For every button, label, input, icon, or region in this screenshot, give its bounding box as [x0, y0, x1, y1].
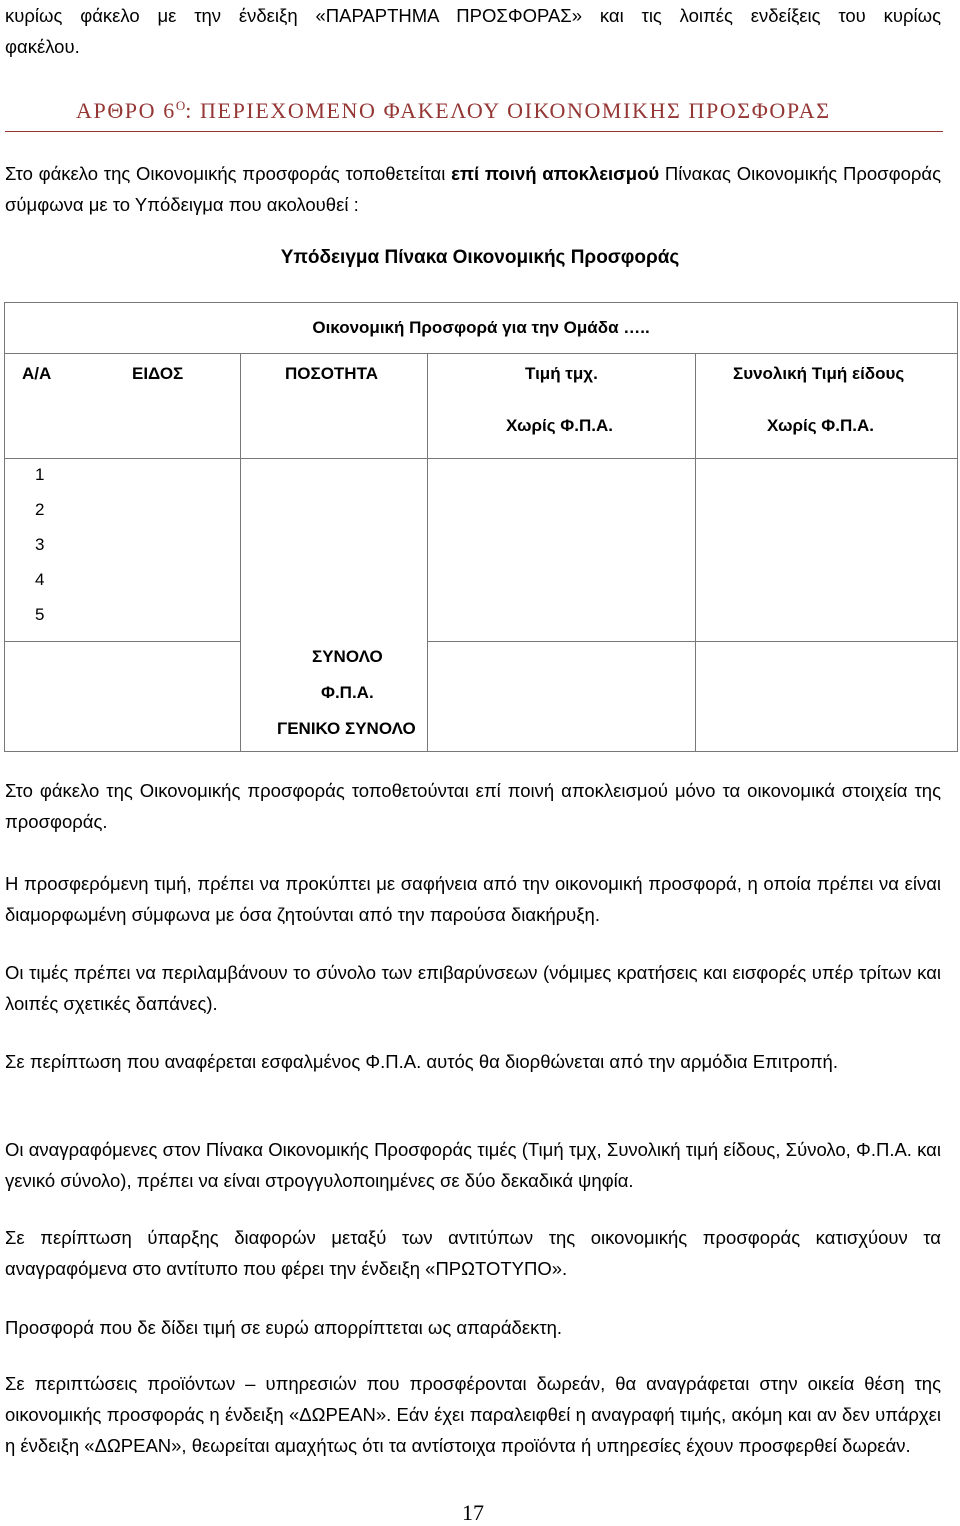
paragraph: Οι τιμές πρέπει να περιλαμβάνουν το σύνολο των επιβαρύνσεων (νόμιμες κρατήσεις και εισφορές υπέρ τρίτων και λοιπές σχετικές δαπάνες).	[5, 962, 941, 1014]
section-heading-superscript: Ο	[175, 98, 186, 113]
paragraph: Προσφορά που δε δίδει τιμή σε ευρώ απορρίπτεται ως απαράδεκτη.	[5, 1317, 563, 1338]
total-price-cell	[696, 459, 958, 642]
paragraph: Σε περίπτωση ύπαρξης διαφορών μεταξύ των αντιτύπων της οικονομικής προσφοράς κατισχύουν τα αναγραφόμενα στο αντίτυπο που φέρει την ένδειξη «ΠΡΩΤΟΤΥΠΟ».	[5, 1227, 941, 1279]
header-cell-unit-price	[428, 354, 696, 459]
summary-total-label: ΣΥΝΟΛΟ	[312, 647, 383, 666]
item-numbers-cell	[5, 459, 241, 642]
table-title: Υπόδειγμα Πίνακα Οικονομικής Προσφοράς	[280, 247, 680, 268]
table-group-title: Οικονομική Προσφορά για την Ομάδα …..	[5, 303, 958, 354]
summary-vat-label: Φ.Π.Α.	[321, 683, 374, 702]
paragraph: Στο φάκελο της Οικονομικής προσφοράς τοποθετούνται επί ποινή αποκλεισμού μόνο τα οικονομικά στοιχεία της προσφοράς.	[5, 780, 941, 832]
item-number: 4	[35, 570, 45, 589]
item-number: 1	[35, 465, 45, 484]
intro-line-continued: φακέλου.	[5, 36, 80, 57]
paragraph: Η προσφερόμενη τιμή, πρέπει να προκύπτει με σαφήνεια από την οικονομική προσφορά, η οποία πρέπει να είναι διαμορφωμένη σύμφωνα με όσα ζητούνται από την παρούσα διακήρυξη.	[5, 873, 941, 925]
header-cell-aa-eidos	[5, 354, 241, 459]
header-unit-price-line2: Χωρίς Φ.Π.Α.	[506, 416, 613, 435]
heading-underline	[5, 131, 943, 132]
item-number: 2	[35, 500, 45, 519]
paragraph-intro-part-a: Στο φάκελο της Οικονομικής προσφοράς τοποθετείται	[5, 163, 452, 184]
page-number: 17	[462, 1500, 484, 1525]
header-total-price-line1: Συνολική Τιμή είδους	[733, 364, 905, 383]
offer-table	[4, 302, 958, 752]
section-heading-title: : ΠΕΡΙΕΧΟΜΕΝΟ ΦΑΚΕΛΟΥ ΟΙΚΟΝΟΜΙΚΗΣ ΠΡΟΣΦΟΡΑΣ	[185, 98, 831, 123]
header-eidos: ΕΙΔΟΣ	[132, 364, 184, 383]
table-header-row	[5, 354, 958, 459]
intro-line: κυρίως φάκελο με την ένδειξη «ΠΑΡΑΡΤΗΜΑ ΠΡΟΣΦΟΡΑΣ» και τις λοιπές ενδείξεις του κυρίως	[5, 5, 941, 26]
summary-total-price-cell	[696, 642, 958, 752]
table-items-row	[5, 459, 958, 642]
header-cell-posotita	[241, 354, 428, 459]
quantity-cell	[241, 459, 428, 752]
offer-table-wrapper	[4, 302, 958, 752]
table-group-row	[5, 303, 958, 354]
paragraph: Σε περίπτωση που αναφέρεται εσφαλμένος Φ.Π.Α. αυτός θα διορθώνεται από την αρμόδια Επιτροπή.	[5, 1051, 838, 1072]
summary-grand-total-label: ΓΕΝΙΚΟ ΣΥΝΟΛΟ	[277, 719, 416, 738]
header-unit-price-line1: Τιμή τμχ.	[525, 364, 598, 383]
paragraph: Σε περιπτώσεις προϊόντων – υπηρεσιών που προσφέρονται δωρεάν, θα αναγράφεται στην οικεία θέση της οικονομικής προσφοράς η ένδειξη «ΔΩΡΕΑΝ». Εάν έχει παραλειφθεί η αναγραφή τιμής, ακόμη και αν δεν υπάρχει η ένδειξη «ΔΩΡΕΑΝ», θεωρείται αμαχήτως ότι τα αντίστοιχα προϊόντα ή υπηρεσίες έχουν προσφερθεί δωρεάν.	[5, 1373, 941, 1456]
paragraph: Οι αναγραφόμενες στον Πίνακα Οικονομικής Προσφοράς τιμές (Τιμή τμχ, Συνολική τιμή είδους, Σύνολο, Φ.Π.Α. και γενικό σύνολο), πρέπει να είναι στρογγυλοποιημένες σε δύο δεκαδικά ψηφία.	[5, 1139, 941, 1191]
unit-price-cell	[428, 459, 696, 642]
table-summary-row	[5, 642, 958, 752]
paragraph-intro-bold: επί ποινή αποκλεισμού	[451, 163, 660, 184]
paragraph-intro-part-b: Πίνακας Οικονομικής Προσφοράς σύμφωνα με το Υπόδειγμα που ακολουθεί :	[5, 163, 942, 215]
summary-unit-price-cell	[428, 642, 696, 752]
section-heading-number: ΑΡΘΡΟ 6	[76, 98, 176, 123]
summary-labels-cell	[5, 642, 416, 752]
item-number: 5	[35, 605, 45, 624]
header-total-price-line2: Χωρίς Φ.Π.Α.	[767, 416, 874, 435]
item-number: 3	[35, 535, 45, 554]
header-aa: Α/Α	[22, 364, 52, 383]
section-heading	[76, 98, 831, 124]
header-cell-total-price	[696, 354, 958, 459]
header-posotita: ΠΟΣΟΤΗΤΑ	[285, 364, 378, 383]
paragraph-intro	[5, 158, 941, 220]
